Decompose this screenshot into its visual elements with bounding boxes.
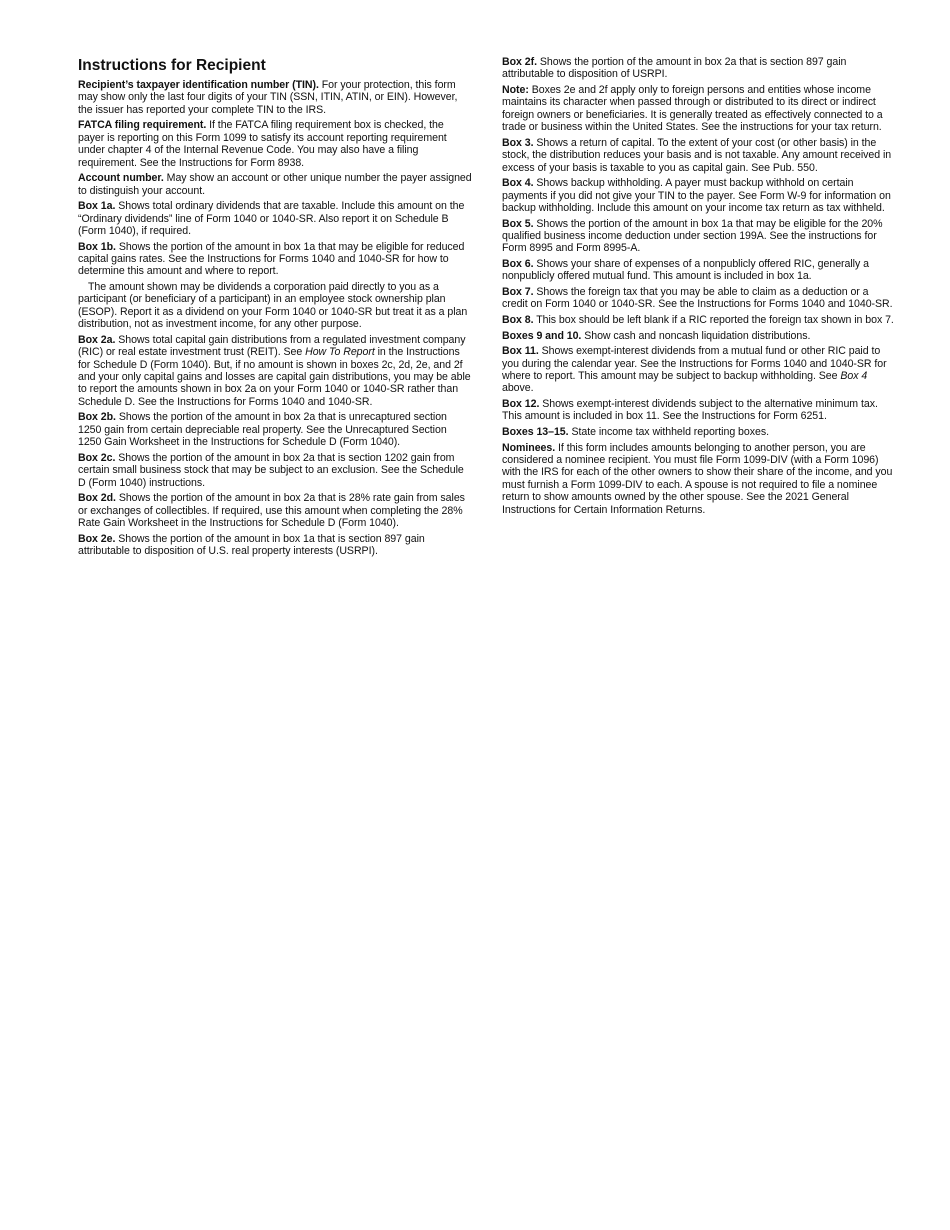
- box5-paragraph: [502, 218, 896, 255]
- page-title: Instructions for Recipient: [78, 57, 266, 74]
- box2a-text-2: in the Instructions for Schedule D (Form 1040). But, if no amount is shown in boxes 2c, 2d, 2e, and 2f and your only capital gains and losses are capital gain distributions, you may be able to report the amounts shown in box 2a on your Form 1040 or 1040-SR rather than Schedule D. See the Instructions for Forms 1040 and 1040-SR.: [78, 346, 471, 408]
- box6-label: Box 6.: [502, 258, 534, 271]
- box2b-label: Box 2b.: [78, 411, 116, 424]
- box4-label: Box 4.: [502, 177, 534, 190]
- box13-15-label: Boxes 13–15.: [502, 426, 569, 439]
- box1a-paragraph: [78, 200, 472, 237]
- tin-text: For your protection, this form may show only the last four digits of your TIN (SSN, ITIN, ATIN, or EIN). However, the issuer has reported your complete TIN to the IRS.: [78, 79, 458, 116]
- box2c-text: Shows the portion of the amount in box 2a that is section 1202 gain from certain small business stock that may be subject to an exclusion. See the Schedule D (Form 1040) instructions.: [78, 451, 464, 489]
- box2f-label: Box 2f.: [502, 56, 537, 68]
- left-column: [78, 55, 472, 561]
- box7-paragraph: [502, 286, 896, 311]
- box3-label: Box 3.: [502, 136, 534, 149]
- box2e-paragraph: [78, 533, 472, 558]
- box7-label: Box 7.: [502, 286, 534, 299]
- note-text: Boxes 2e and 2f apply only to foreign persons and entities whose income maintains its character when passed through or distributed to its direct or indirect foreign owners or beneficiaries. It is generally treated as effectively connected to a trade or business within the United States. See the instructions for your tax return.: [502, 84, 883, 134]
- box2b-paragraph: [78, 411, 472, 448]
- account-paragraph: [78, 172, 472, 197]
- box1b-label: Box 1b.: [78, 240, 116, 253]
- box12-text: Shows exempt-interest dividends subject to the alternative minimum tax. This amount is included in box 11. See the Instructions for Form 6251.: [502, 398, 878, 423]
- box13-15-paragraph: [502, 426, 896, 438]
- box8-label: Box 8.: [502, 314, 534, 327]
- right-column: [502, 56, 896, 519]
- box8-paragraph: [502, 314, 896, 326]
- box4-text: Shows backup withholding. A payer must backup withhold on certain payments if you did not give your TIN to the payer. See Form W-9 for information on backup withholding. Include this amount on your income tax return as tax withheld.: [502, 177, 891, 215]
- box2e-text: Shows the portion of the amount in box 1a that is section 897 gain attributable to disposition of U.S. real property interests (USRPI).: [78, 532, 425, 558]
- nominees-paragraph: [502, 442, 896, 516]
- box4-paragraph: [502, 177, 896, 214]
- box2a-text-1: Shows total capital gain distributions from a regulated investment company (RIC) or real estate investment trust (REIT). See: [78, 333, 466, 359]
- box2d-paragraph: [78, 492, 472, 529]
- box2a-label: Box 2a.: [78, 333, 116, 346]
- box8-text: This box should be left blank if a RIC reported the foreign tax shown in box 7.: [533, 314, 894, 327]
- box2c-label: Box 2c.: [78, 451, 116, 464]
- account-text: May show an account or other unique number the payer assigned to distinguish your account.: [78, 172, 472, 197]
- box2a-italic: How To Report: [305, 346, 375, 359]
- box7-text: Shows the foreign tax that you may be able to claim as a deduction or a credit on Form 1040 or 1040-SR. See the Instructions for Forms 1040 and 1040-SR.: [502, 286, 893, 311]
- box5-text: Shows the portion of the amount in box 1a that may be eligible for the 20% qualified business income deduction under section 199A. See the instructions for Form 8995 and Form 8995-A.: [502, 217, 883, 255]
- box2d-label: Box 2d.: [78, 492, 116, 505]
- box11-label: Box 11.: [502, 345, 539, 358]
- tin-label: Recipient’s taxpayer identification number (TIN).: [78, 79, 319, 91]
- box1a-label: Box 1a.: [78, 200, 116, 213]
- fatca-text: If the FATCA filing requirement box is checked, the payer is reporting on this Form 1099 to satisfy its account reporting requirement under chapter 4 of the Internal Revenue Code. You may also have a filing requirement. See the Instructions for Form 8938.: [78, 119, 447, 169]
- box9-10-paragraph: [502, 330, 896, 342]
- box2f-text: Shows the portion of the amount in box 2a that is section 897 gain attributable to disposition of USRPI.: [502, 56, 847, 81]
- box3-text: Shows a return of capital. To the extent of your cost (or other basis) in the stock, the distribution reduces your basis and is not taxable. Any amount received in excess of your basis is taxable to you as capital gain. See Pub. 550.: [502, 136, 892, 174]
- nominees-text: If this form includes amounts belonging to another person, you are considered a nominee recipient. You must file Form 1099-DIV (with a Form 1096) with the IRS for each of the other owners to show their share of the income, and you must furnish a Form 1099-DIV to each. A spouse is not required to file a nominee return to show amounts owned by the other spouse. See the 2021 General Instructions for Certain Information Returns.: [502, 441, 893, 516]
- tin-paragraph: [78, 79, 472, 116]
- box9-10-text: Show cash and noncash liquidation distributions.: [581, 329, 811, 342]
- box12-paragraph: [502, 398, 896, 423]
- box5-label: Box 5.: [502, 217, 534, 230]
- box9-10-label: Boxes 9 and 10.: [502, 329, 582, 342]
- box1a-text: Shows total ordinary dividends that are taxable. Include this amount on the “Ordinary dividends” line of Form 1040 or 1040-SR. Also report it on Schedule B (Form 1040), if required.: [78, 200, 465, 238]
- box11-paragraph: [502, 345, 896, 395]
- box1b-text: Shows the portion of the amount in box 1a that may be eligible for reduced capital gains rates. See the Instructions for Forms 1040 and 1040-SR for how to determine this amount and where to report.: [78, 240, 465, 278]
- box2b-text: Shows the portion of the amount in box 2a that is unrecaptured section 1250 gain from certain depreciable real property. See the Unrecaptured Section 1250 Gain Worksheet in the Instructions for Schedule D (Form 1040).: [78, 411, 447, 449]
- box13-15-text: State income tax withheld reporting boxes.: [568, 426, 769, 439]
- box12-label: Box 12.: [502, 398, 540, 411]
- esop-paragraph: The amount shown may be dividends a corporation paid directly to you as a participant (or beneficiary of a participant) in an employee stock ownership plan (ESOP). Report it as a dividend on your Form 1040 or 1040-SR but treat it as a plan distribution, not as investment income, for any other purpose.: [78, 281, 468, 331]
- box6-text: Shows your share of expenses of a nonpublicly offered RIC, generally a nonpublicly offered mutual fund. This amount is included in box 1a.: [502, 258, 869, 283]
- box2c-paragraph: [78, 452, 472, 489]
- box2a-paragraph: [78, 334, 472, 408]
- box2d-text: Shows the portion of the amount in box 2a that is 28% rate gain from sales or exchanges of collectibles. If required, use this amount when completing the 28% Rate Gain Worksheet in the Instructions for Schedule D (Form 1040).: [78, 492, 465, 530]
- box2e-label: Box 2e.: [78, 532, 116, 545]
- nominees-label: Nominees.: [502, 441, 556, 454]
- box11-text-1: Shows exempt-interest dividends from a mutual fund or other RIC paid to you during the calendar year. See the Instructions for Forms 1040 and 1040-SR for where to report. This amount may be subject to backup withholding. See: [502, 345, 887, 383]
- fatca-label: FATCA filing requirement.: [78, 119, 207, 132]
- account-label: Account number.: [78, 172, 164, 185]
- box11-text-2: above.: [502, 382, 534, 395]
- box11-italic: Box 4: [840, 370, 868, 383]
- note-label: Note:: [502, 84, 529, 96]
- box2f-paragraph: [502, 56, 896, 81]
- note-paragraph: [502, 84, 896, 134]
- box6-paragraph: [502, 258, 896, 283]
- box1b-paragraph: [78, 241, 472, 278]
- box3-paragraph: [502, 137, 896, 174]
- fatca-paragraph: [78, 119, 472, 169]
